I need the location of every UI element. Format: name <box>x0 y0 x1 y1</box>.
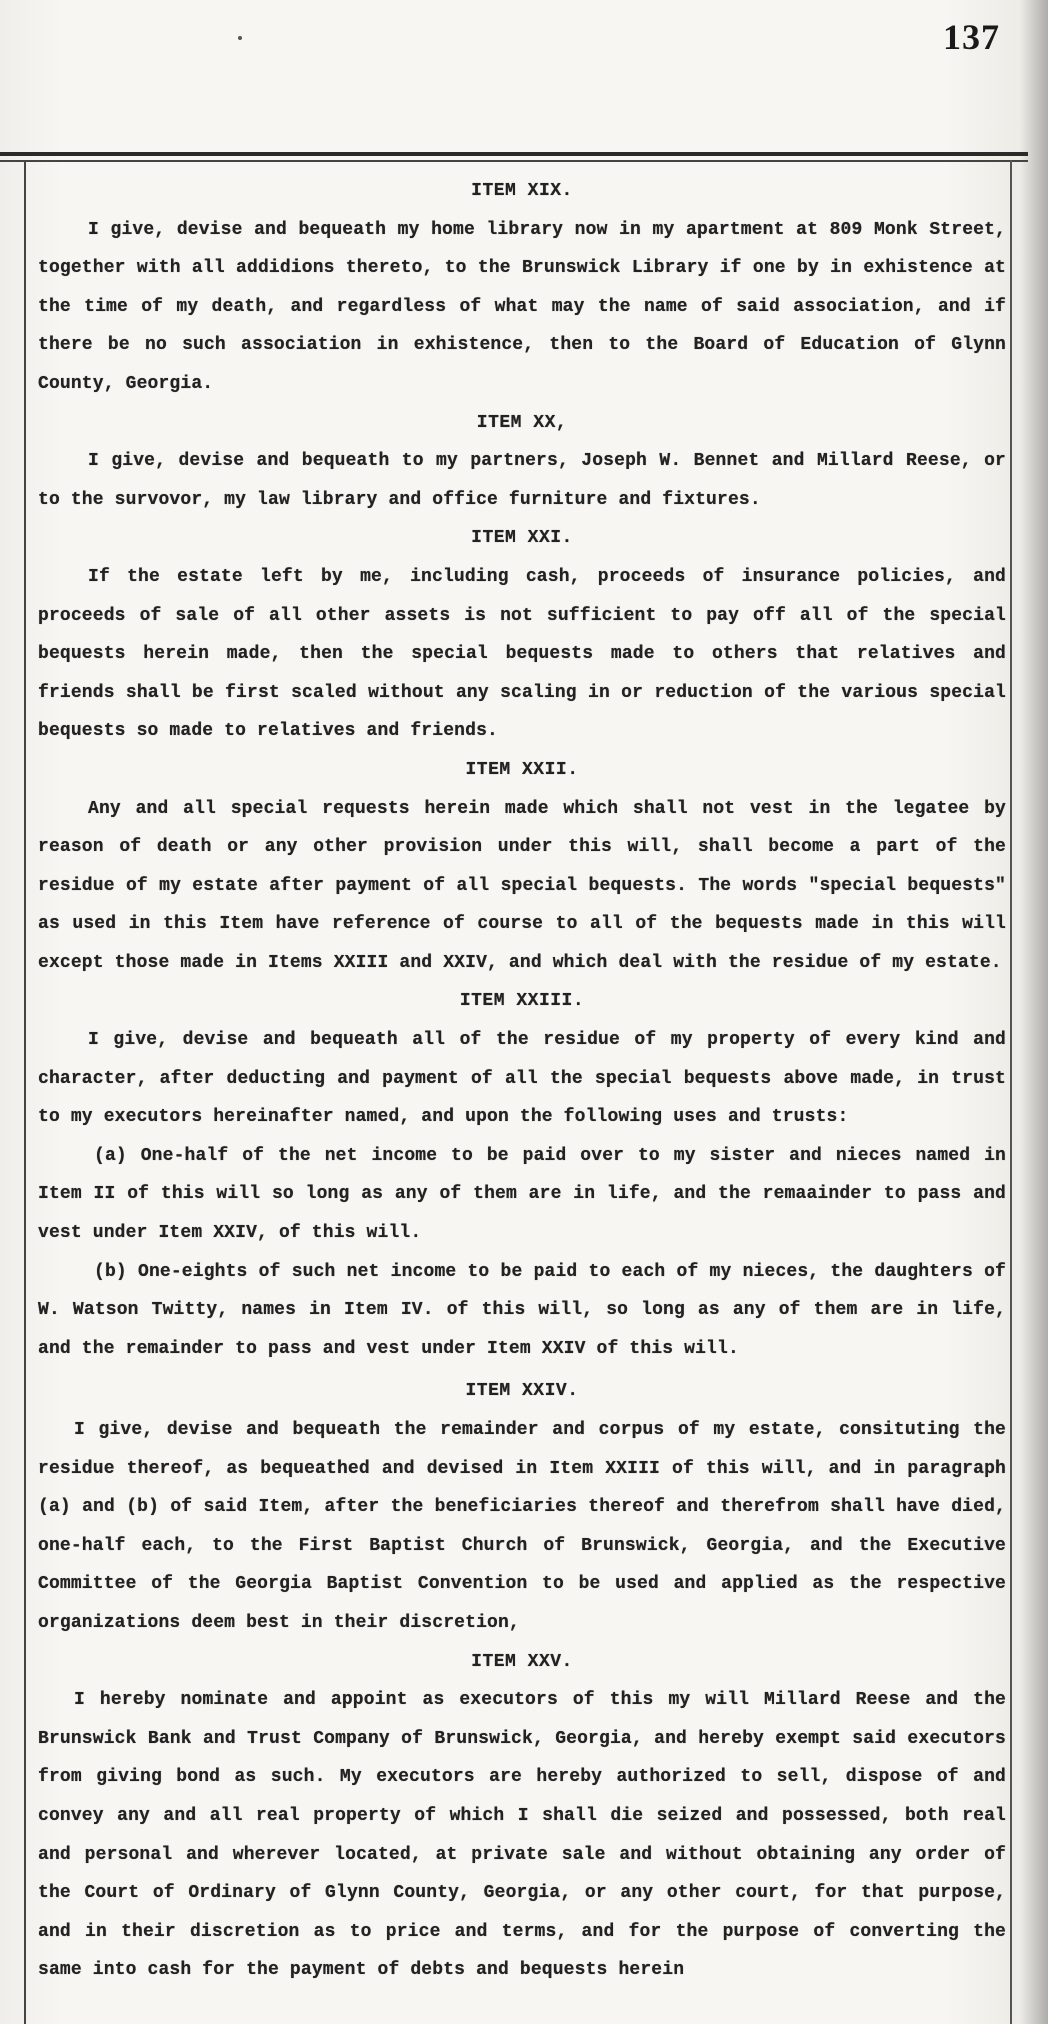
item-heading: ITEM XXIII. <box>459 991 585 1012</box>
page-edge-shadow <box>1020 0 1048 2024</box>
top-rule <box>0 152 1028 156</box>
item-paragraph: I give, devise and bequeath to my partners, Joseph W. Bennet and Millard Reese, or to the survovor, my law library and office furniture and fixtures. <box>38 451 1006 510</box>
item-paragraph: I give, devise and bequeath all of the residue of my property of every kind and character, after deducting and payment of all the special bequests above made, in trust to my executors hereinafter named, and upon the following uses and trusts: <box>38 1030 1006 1128</box>
item-subparagraph-b: (b) One-eights of such net income to be paid to each of my nieces, the daughters of W. Watson Twitty, names in Item IV. of this will, so long as any of them are in life, and the remainder to pass and vest under Item XXIV of this will. <box>38 1261 1006 1359</box>
item-heading: ITEM XXV. <box>471 1651 573 1672</box>
item-subparagraph-a: (a) One-half of the net income to be paid over to my sister and nieces named in Item II of this will so long as any of them are in life, and the remaainder to pass and vest under Item XXIV, of this will. <box>38 1145 1006 1244</box>
right-margin-line <box>1010 160 1012 2024</box>
item-paragraph: Any and all special requests herein made which shall not vest in the legatee by reason of death or any other provision under this will, shall become a part of the residue of my estate after payment of all special bequests. The words "special bequests" as used in this Item have reference of course to all of the bequests made in this will except those made in Items XXIII and XXIV, and which deal with the residue of my estate. <box>38 798 1006 973</box>
item-paragraph: I hereby nominate and appoint as executors of this my will Millard Reese and the Brunswick Bank and Trust Company of Brunswick, Georgia, and hereby exempt said executors from giving bond as such. My executors are hereby authorized to sell, dispose of and convey any and all real property of which I shall die seized and possessed, both real and personal and wherever located, at private sale and without obtaining any order of the Court of Ordinary of Glynn County, Georgia, or any other court, for that purpose, and in their discretion as to price and terms, and for the purpose of converting the same into cash for the payment of debts and bequests herein <box>38 1690 1006 1981</box>
item-paragraph: If the estate left by me, including cash, proceeds of insurance policies, and proceeds of sale of all other assets is not sufficient to pay off all of the special bequests herein made, then the special bequests made to others that relatives and friends shall be first scaled without any scaling in or reduction of the various special bequests so made to relatives and friends. <box>38 566 1006 742</box>
page-speck <box>238 36 242 40</box>
left-margin-line <box>24 160 26 2024</box>
item-heading: ITEM XXI. <box>471 528 573 549</box>
item-heading: ITEM XXIV. <box>465 1381 579 1402</box>
item-heading: ITEM XXII. <box>465 759 579 780</box>
will-text <box>38 172 1006 1990</box>
item-paragraph: I give, devise and bequeath my home library now in my apartment at 809 Monk Street, together with all addidions thereto, to the Brunswick Library if one by in exhistence at the time of my death, and regardless of what may the name of said association, and if there be no such association in exhistence, then to the Board of Education of Glynn County, Georgia. <box>38 219 1006 394</box>
top-rule-secondary <box>0 160 1028 162</box>
item-heading: ITEM XX, <box>476 412 568 433</box>
item-heading: ITEM XIX. <box>471 181 573 201</box>
page-number: 137 <box>943 17 1000 57</box>
item-paragraph: I give, devise and bequeath the remainder and corpus of my estate, consituting the residue thereof, as bequeathed and devised in Item XXIII of this will, and in paragraph (a) and (b) of said Item, after the beneficiaries thereof and therefrom shall have died, one-half each, to the First Baptist Church of Brunswick, Georgia, and the Executive Committee of the Georgia Baptist Convention to be used and applied as the respective organizations deem best in their discretion, <box>38 1420 1006 1633</box>
